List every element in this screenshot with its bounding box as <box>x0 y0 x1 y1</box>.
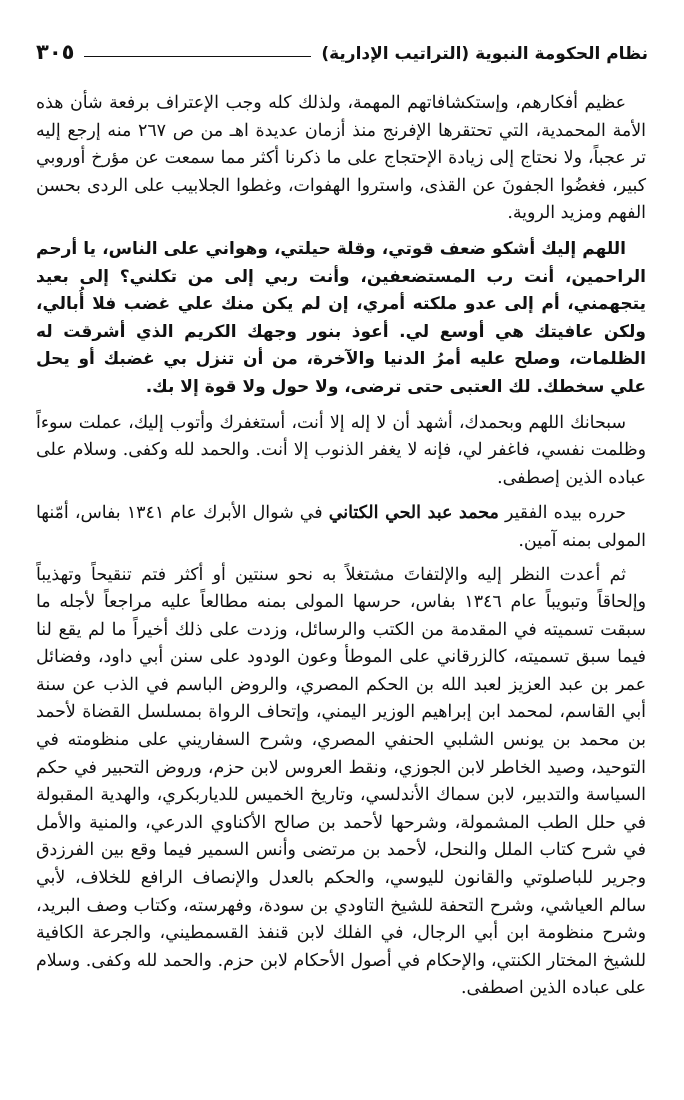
page-number: ٣٠٥ <box>36 40 75 64</box>
running-header <box>36 30 648 64</box>
paragraph-1: عظيم أفكارهم، وإستكشافاتهم المهمة، ولذلك كله وجب الإعتراف برفعة شأن هذه الأمة المحمدية، التي تحتقرها الإفرنج منذ أزمان عديدة اهـ من ص ٢٦٧ منه إرجع إليه تر عجباً، ولا نحتاج إلى زيادة الإحتجاج على ما ذكرنا أكثر مما سمعت عن مؤرخ أوروبي كبير، فغضُوا الجفونَ عن القذى، واستروا الهفوات، وغطوا الجلابيب على الردى بحسن الفهم ومزيد الروية. <box>36 93 646 224</box>
author-name: محمد عبد الحي الكتاني <box>328 503 499 524</box>
header-rule <box>84 56 311 57</box>
header-title: نظام الحكومة النبوية (التراتيب الإدارية) <box>321 44 648 64</box>
signature-before: حرره بيده الفقير <box>498 503 627 524</box>
signature-paragraph <box>36 500 646 555</box>
prayer-paragraph: اللهم إليك أشكو ضعف قوتي، وقلة حيلتي، وهواني على الناس، يا أرحم الراحمين، أنت رب المستضعفين، وأنت ربي إلى من تكلني؟ إلى بعيد يتجهمني، أم إلى عدو ملكته أمري، إن لم يكن منك علي غضب فلا أُبالي، ولكن عافيتك هي أوسع لي. أعوذ بنور وجهك الكريم الذي أشرقت له الظلمات، وصلح عليه أمرُ الدنيا والآخرة، من أن تنزل بي غضبك أو يحل علي سخطك. لك العتبى حتى ترضى، ولا حول ولا قوة إلا بك. <box>36 238 646 397</box>
page-body <box>36 90 646 1011</box>
paragraph-5: ثم أعدت النظر إليه والإلتفاتَ مشتغلاً به نحو سنتين أو أكثر فتم تنقيحاً وتهذيباً وإلحاقاً وتبويباً عام ١٣٤٦ بفاس، حرسها المولى بمنه مطالعاً عليه مراجعاً لأجله ما سبقت تسميته في المقدمة من الكتب والرسائل، وزدت على ذلك أخيراً ما لم يقع لنا فيما سبق تسميته، كالزرقاني على الموطأ وعون الودود على سنن أبي داود، وفضائل عمر بن عبد العزيز لعبد الله بن الحكم المصري، والروض الباسم في الذب عن سنة أبي القاسم، لمحمد ابن إبراهيم الوزير اليمني، وإتحاف الرواة بمسلسل القضاة لأحمد بن محمد بن يونس الشلبي الحنفي المصري، وشرح السفاريني على منظومته في التوحيد، وصيد الخاطر لابن الجوزي، ونقط العروس لابن حزم، وروض التحبير في حكم السياسة والتدبير، لابن سماك الأندلسي، وتاريخ الخميس للدياربكري، والهدية المقبولة في حلل الطب المشمولة، وشرحها لأحمد بن صالح الأكناوي الدرعي، والمنية والأمل في شرح كتاب الملل والنحل، لأحمد بن مرتضى وأنس السمير فيما وقع بين الفرزدق وجرير للباصلوتي والقانون لليوسي، والحكم بالعدل والإنصاف الرافع للخلاف، لأبي سالم العياشي، وشرح التحفة للشيخ التاودي بن سودة، وفهرسته، وكتاب وصف البريد، وشرح منظومة ابن أبي الرجال، في الفلك لابن قنفذ القسمطيني، والجرعة الكافية للشيخ المختار الكنتي، والإحكام في أصول الأحكام لابن حزم. والحمد لله وكفى. وسلام على عباده الذين اصطفى. <box>36 564 646 999</box>
signature-after: في شوال الأبرك عام ١٣٤١ بفاس، أمّنها المولى بمنه آمين. <box>36 503 646 551</box>
paragraph-3: سبحانك اللهم وبحمدك، أشهد أن لا إله إلا أنت، أستغفرك وأتوب إليك، عملت سوءاً وظلمت نفسي، فاغفر لي، فإنه لا يغفر الذنوب إلا أنت. والحمد لله وكفى. وسلام على عباده الذين إصطفى. <box>36 412 646 488</box>
